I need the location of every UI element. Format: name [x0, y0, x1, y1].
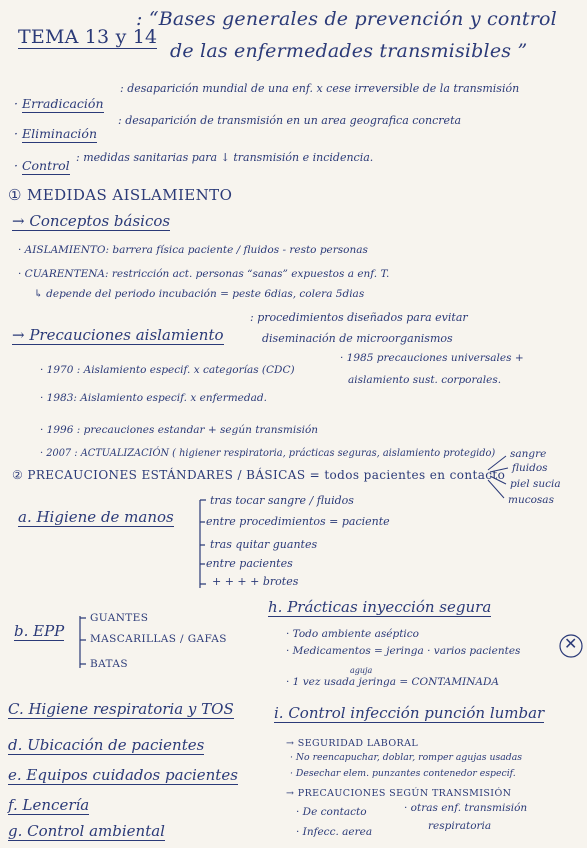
inyeccion-item-2: · Medicamentos = jeringa · varios pacientes: [286, 645, 521, 657]
title-line2: de las enfermedades transmisibles ”: [170, 40, 528, 62]
seguridad-laboral: → SEGURIDAD LABORAL: [286, 738, 419, 749]
epp-guantes: GUANTES: [90, 612, 149, 624]
hist-1985b: aislamiento sust. corporales.: [348, 374, 502, 386]
higiene-item-5: + + + + brotes: [212, 575, 299, 588]
equipos-title: e. Equipos cuidados pacientes: [8, 766, 238, 784]
higiene-item-2: entre procedimientos = paciente: [206, 515, 390, 528]
prec-contacto: · De contacto: [296, 806, 367, 818]
cuarentena-def: · CUARENTENA: restricción act. personas “sanas” expuestos a enf. T.: [18, 268, 390, 280]
prec-aerea: · Infecc. aerea: [296, 826, 373, 838]
erradicacion-term: · Erradicación: [14, 96, 104, 111]
seguridad-item-2: · Desechar elem. punzantes contenedor especif.: [290, 768, 516, 779]
inyeccion-title: h. Prácticas inyección segura: [268, 598, 492, 616]
precauciones-text2: diseminación de microorganismos: [262, 332, 453, 345]
precauciones-transmision: → PRECAUCIONES SEGÚN TRANSMISIÓN: [286, 788, 512, 799]
ubicacion-title: d. Ubicación de pacientes: [8, 736, 205, 754]
section1-heading: ① MEDIDAS AISLAMIENTO: [8, 186, 233, 204]
aislamiento-def: · AISLAMIENTO: barrera física paciente / fluidos - resto personas: [18, 244, 368, 256]
hist-1996: · 1996 : precauciones estandar + según transmisión: [40, 424, 319, 436]
prec-otras-2: respiratoria: [428, 820, 492, 832]
prec-otras-1: · otras enf. transmisión: [404, 802, 528, 814]
inyeccion-aguja: aguja: [350, 666, 373, 675]
contacto-fluidos: fluidos: [512, 462, 548, 474]
higiene-manos-title: a. Higiene de manos: [18, 508, 174, 526]
title-line1: : “Bases generales de prevención y control: [136, 8, 557, 30]
precauciones-aislamiento: → Precauciones aislamiento: [12, 326, 224, 344]
precauciones-text1: : procedimientos diseñados para evitar: [250, 311, 468, 324]
eliminacion-text: : desaparición de transmisión en un area geografica concreta: [118, 114, 462, 127]
hist-1985a: · 1985 precauciones universales +: [340, 352, 524, 364]
hist-1970: · 1970 : Aislamiento especif. x categorías (CDC): [40, 364, 295, 376]
puncion-title: i. Control infección punción lumbar: [274, 704, 545, 722]
inyeccion-item-3: · 1 vez usada jeringa = CONTAMINADA: [286, 676, 500, 688]
hist-2007: · 2007 : ACTUALIZACIÓN ( higiener respiratoria, prácticas seguras, aislamiento protegido): [40, 448, 496, 459]
epp-mascarillas: MASCARILLAS / GAFAS: [90, 633, 227, 645]
contacto-mucosas: mucosas: [508, 494, 554, 506]
higiene-item-3: tras quitar guantes: [210, 538, 318, 551]
inyeccion-mark: ✕: [564, 634, 578, 653]
higiene-respiratoria-title: C. Higiene respiratoria y TOS: [8, 700, 234, 718]
higiene-item-1: tras tocar sangre / fluidos: [210, 494, 354, 507]
higiene-item-4: entre pacientes: [206, 557, 293, 570]
contacto-sangre: sangre: [510, 448, 547, 460]
conceptos-basicos: → Conceptos básicos: [12, 212, 171, 230]
epp-batas: BATAS: [90, 658, 128, 670]
title-tag: TEMA 13 y 14: [18, 26, 158, 48]
higiene-bracket: [200, 500, 206, 588]
inyeccion-item-1: · Todo ambiente aséptico: [286, 628, 419, 640]
epp-bracket: [80, 616, 86, 668]
control-term: · Control: [14, 158, 70, 173]
cuarentena-sub: ↳ depende del periodo incubación = peste 6dias, colera 5dias: [34, 288, 365, 300]
seguridad-item-1: · No reencapuchar, doblar, romper agujas usadas: [290, 752, 523, 763]
control-ambiental-title: g. Control ambiental: [8, 822, 165, 840]
erradicacion-text: : desaparición mundial de una enf. x cese irreversible de la transmisión: [120, 82, 520, 95]
section2-heading: ② PRECAUCIONES ESTÁNDARES / BÁSICAS = todos pacientes en contacto: [12, 468, 506, 482]
epp-title: b. EPP: [14, 622, 65, 640]
contacto-piel: piel sucia: [510, 478, 561, 490]
eliminacion-term: · Eliminación: [14, 126, 98, 141]
lenceria-title: f. Lencería: [8, 796, 90, 814]
hist-1983: · 1983: Aislamiento especif. x enfermedad.: [40, 392, 267, 404]
control-text: : medidas sanitarias para ↓ transmisión e incidencia.: [76, 151, 374, 164]
